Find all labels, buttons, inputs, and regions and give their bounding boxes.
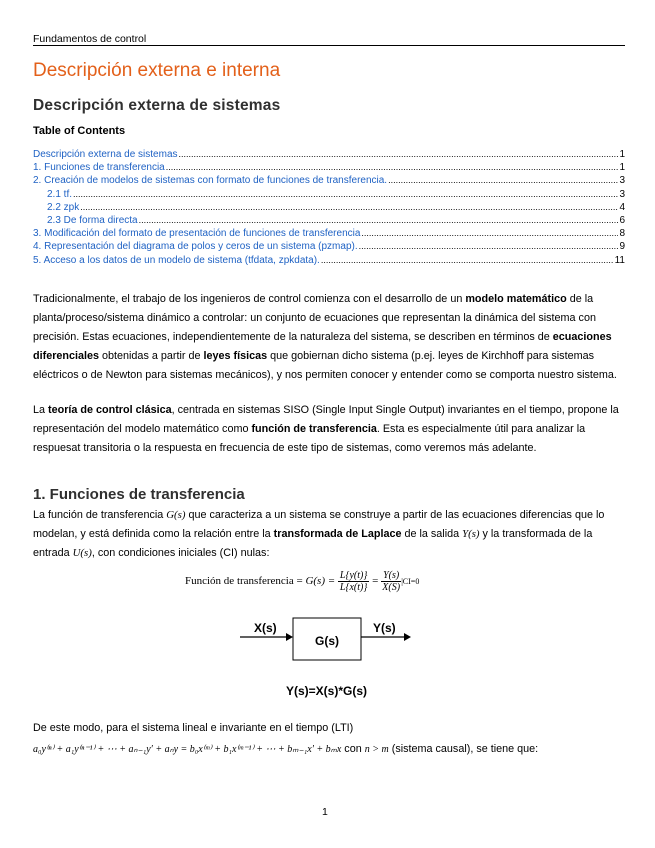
section-heading: Descripción externa de sistemas (33, 97, 281, 114)
para2-text: . Esta es especialmente útil para analizar la respuesat transitoria o la respuesta en frecuencia de este tipo de sistemas, como veremos más adelante. (33, 423, 586, 454)
para1-text: Tradicionalmente, el trabajo de los ingenieros de control comienza con el desarrollo de un (33, 293, 466, 305)
para3-text: de la salida (401, 528, 463, 540)
toc-entry[interactable] (33, 189, 625, 202)
output-label: Y(s) (373, 621, 396, 635)
lti-intro: De este modo, para el sistema lineal e invariante en el tiempo (LTI) (33, 722, 354, 734)
toc-entry-link[interactable]: 2.1 tf. (47, 188, 73, 200)
differential-equation: a₀y⁽ⁿ⁾ + a₁y⁽ⁿ⁻¹⁾ + ⋯ + aₙ₋₁y′ + aₙy = b₀x⁽ᵐ⁾ + b₁x⁽ᵐ⁻¹⁾ + ⋯ + bₘ₋₁x′ + bₘx (33, 744, 342, 755)
toc-leader-dots (359, 241, 619, 251)
toc-page-number: 4 (619, 201, 625, 213)
toc-entry-link[interactable]: Descripción externa de sistemas (33, 149, 178, 160)
math-inline: Y(s) (462, 528, 480, 540)
toc-entry[interactable] (33, 255, 625, 268)
toc-entry-link[interactable]: 2.3 De forma directa (47, 214, 138, 226)
para3-bold: transformada de Laplace (273, 528, 402, 540)
output-relation: Y(s)=X(s)*G(s) (286, 684, 368, 698)
toc-leader-dots (73, 189, 618, 199)
para2-bold: función de transferencia (251, 423, 377, 435)
equation-tail: (sistema causal), se tiene que: (388, 743, 539, 755)
output-arrowhead (404, 633, 411, 641)
page-number: 1 (322, 806, 328, 818)
math-inline: G(s) (166, 509, 186, 521)
toc-entry[interactable] (33, 215, 625, 228)
input-label: X(s) (254, 621, 277, 635)
para2-text: La (33, 404, 49, 416)
transfer-function-formula (185, 570, 419, 593)
formula-fraction (338, 570, 369, 593)
toc-entry[interactable] (33, 162, 625, 175)
para3-text: La función de transferencia (33, 509, 167, 521)
lti-equation (33, 743, 538, 755)
intro-paragraph (33, 290, 625, 385)
classical-control-paragraph (33, 401, 625, 458)
toc-entry-link[interactable]: 4. Representación del diagrama de polos y ceros de un sistema (pzmap). (33, 241, 358, 253)
toc-leader-dots (179, 149, 619, 159)
formula-fraction (381, 570, 401, 593)
toc-title: Table of Contents (33, 125, 126, 137)
page-header: Fundamentos de control (33, 33, 147, 45)
formula-equals: = (369, 575, 382, 588)
toc-page-number: 1 (619, 162, 625, 174)
formula-condition: |CI=0 (401, 577, 420, 587)
toc-leader-dots (80, 202, 618, 212)
section-1-heading: 1. Funciones de transferencia (33, 486, 245, 503)
toc-entry[interactable] (33, 202, 625, 215)
block-diagram (236, 615, 416, 667)
para2-bold: teoría de control clásica (48, 404, 172, 416)
fraction-numerator: L{y(t)} (339, 570, 368, 581)
toc-entry-link[interactable]: 2.2 zpk (47, 201, 80, 213)
toc-page-number: 6 (619, 214, 625, 226)
toc-entry[interactable] (33, 228, 625, 241)
equation-connector: con (341, 743, 365, 755)
para1-bold: leyes físicas (203, 350, 268, 362)
para3-text: que caracteriza a un sistema se construye a partir de las ecuaciones diferencias que lo modelan, y está definida como la relación entre la (33, 509, 605, 540)
para1-bold: modelo matemático (465, 293, 567, 305)
toc-entry[interactable] (33, 241, 625, 254)
para2-text: , centrada en sistemas SISO (Single Input Single Output) invariantes en el tiempo, propone la representación del modelo matemático como (33, 404, 619, 435)
fraction-numerator: Y(s) (383, 570, 400, 581)
para1-text: obtenidas a partir de (99, 350, 204, 362)
document-title: Descripción externa e interna (33, 60, 281, 81)
toc-page-number: 8 (619, 228, 625, 240)
toc-leader-dots (166, 162, 619, 172)
toc-page-number: 11 (614, 254, 625, 266)
toc-leader-dots (361, 228, 618, 238)
toc-entry-link[interactable]: 1. Funciones de transferencia (33, 162, 165, 174)
formula-g: G(s) = (305, 575, 338, 588)
toc-leader-dots (321, 255, 614, 265)
toc-entry-link[interactable]: 3. Modificación del formato de presentación de funciones de transferencia (33, 228, 361, 240)
fraction-denominator: L{x(t)} (339, 582, 368, 593)
input-arrowhead (286, 633, 293, 641)
toc-entry[interactable] (33, 149, 625, 162)
toc-leader-dots (388, 175, 618, 185)
fraction-denominator: X(S) (382, 582, 401, 593)
toc-page-number: 3 (619, 188, 625, 200)
math-inline: U(s) (72, 547, 92, 559)
para1-bold: ecuaciones diferenciales (33, 331, 612, 362)
para1-text: de la planta/proceso/sistema dinámico a controlar: un conjunto de ecuaciones que representan la dinámica del sistema con precisión. Estas ecuaciones, independientemente de la naturaleza del sistema, se describen en términos de (33, 293, 596, 343)
para1-text: que gobiernan dicho sistema (p.ej. leyes de Kirchhoff para sistemas eléctricos o de Newton para sistemas mecánicos), y nos permiten conocer y entender como se comporta nuestro sistema. (33, 350, 617, 381)
header-rule (33, 45, 625, 46)
formula-prefix: Función de transferencia = (185, 575, 306, 588)
toc-leader-dots (139, 215, 619, 225)
toc-page-number: 1 (619, 149, 625, 160)
toc-page-number: 3 (619, 175, 625, 187)
table-of-contents (33, 149, 625, 268)
toc-entry-link[interactable]: 2. Creación de modelos de sistemas con formato de funciones de transferencia. (33, 175, 388, 187)
toc-entry-link[interactable]: 5. Acceso a los datos de un modelo de sistema (tfdata, zpkdata). (33, 254, 320, 266)
block-label: G(s) (315, 634, 339, 648)
causality-condition: n > m (364, 744, 389, 755)
para3-text: , con condiciones iniciales (CI) nulas: (91, 547, 270, 559)
para3-text: y la transformada de la entrada (33, 528, 593, 559)
toc-entry[interactable] (33, 175, 625, 188)
toc-page-number: 9 (619, 241, 625, 253)
transfer-function-paragraph (33, 506, 625, 563)
